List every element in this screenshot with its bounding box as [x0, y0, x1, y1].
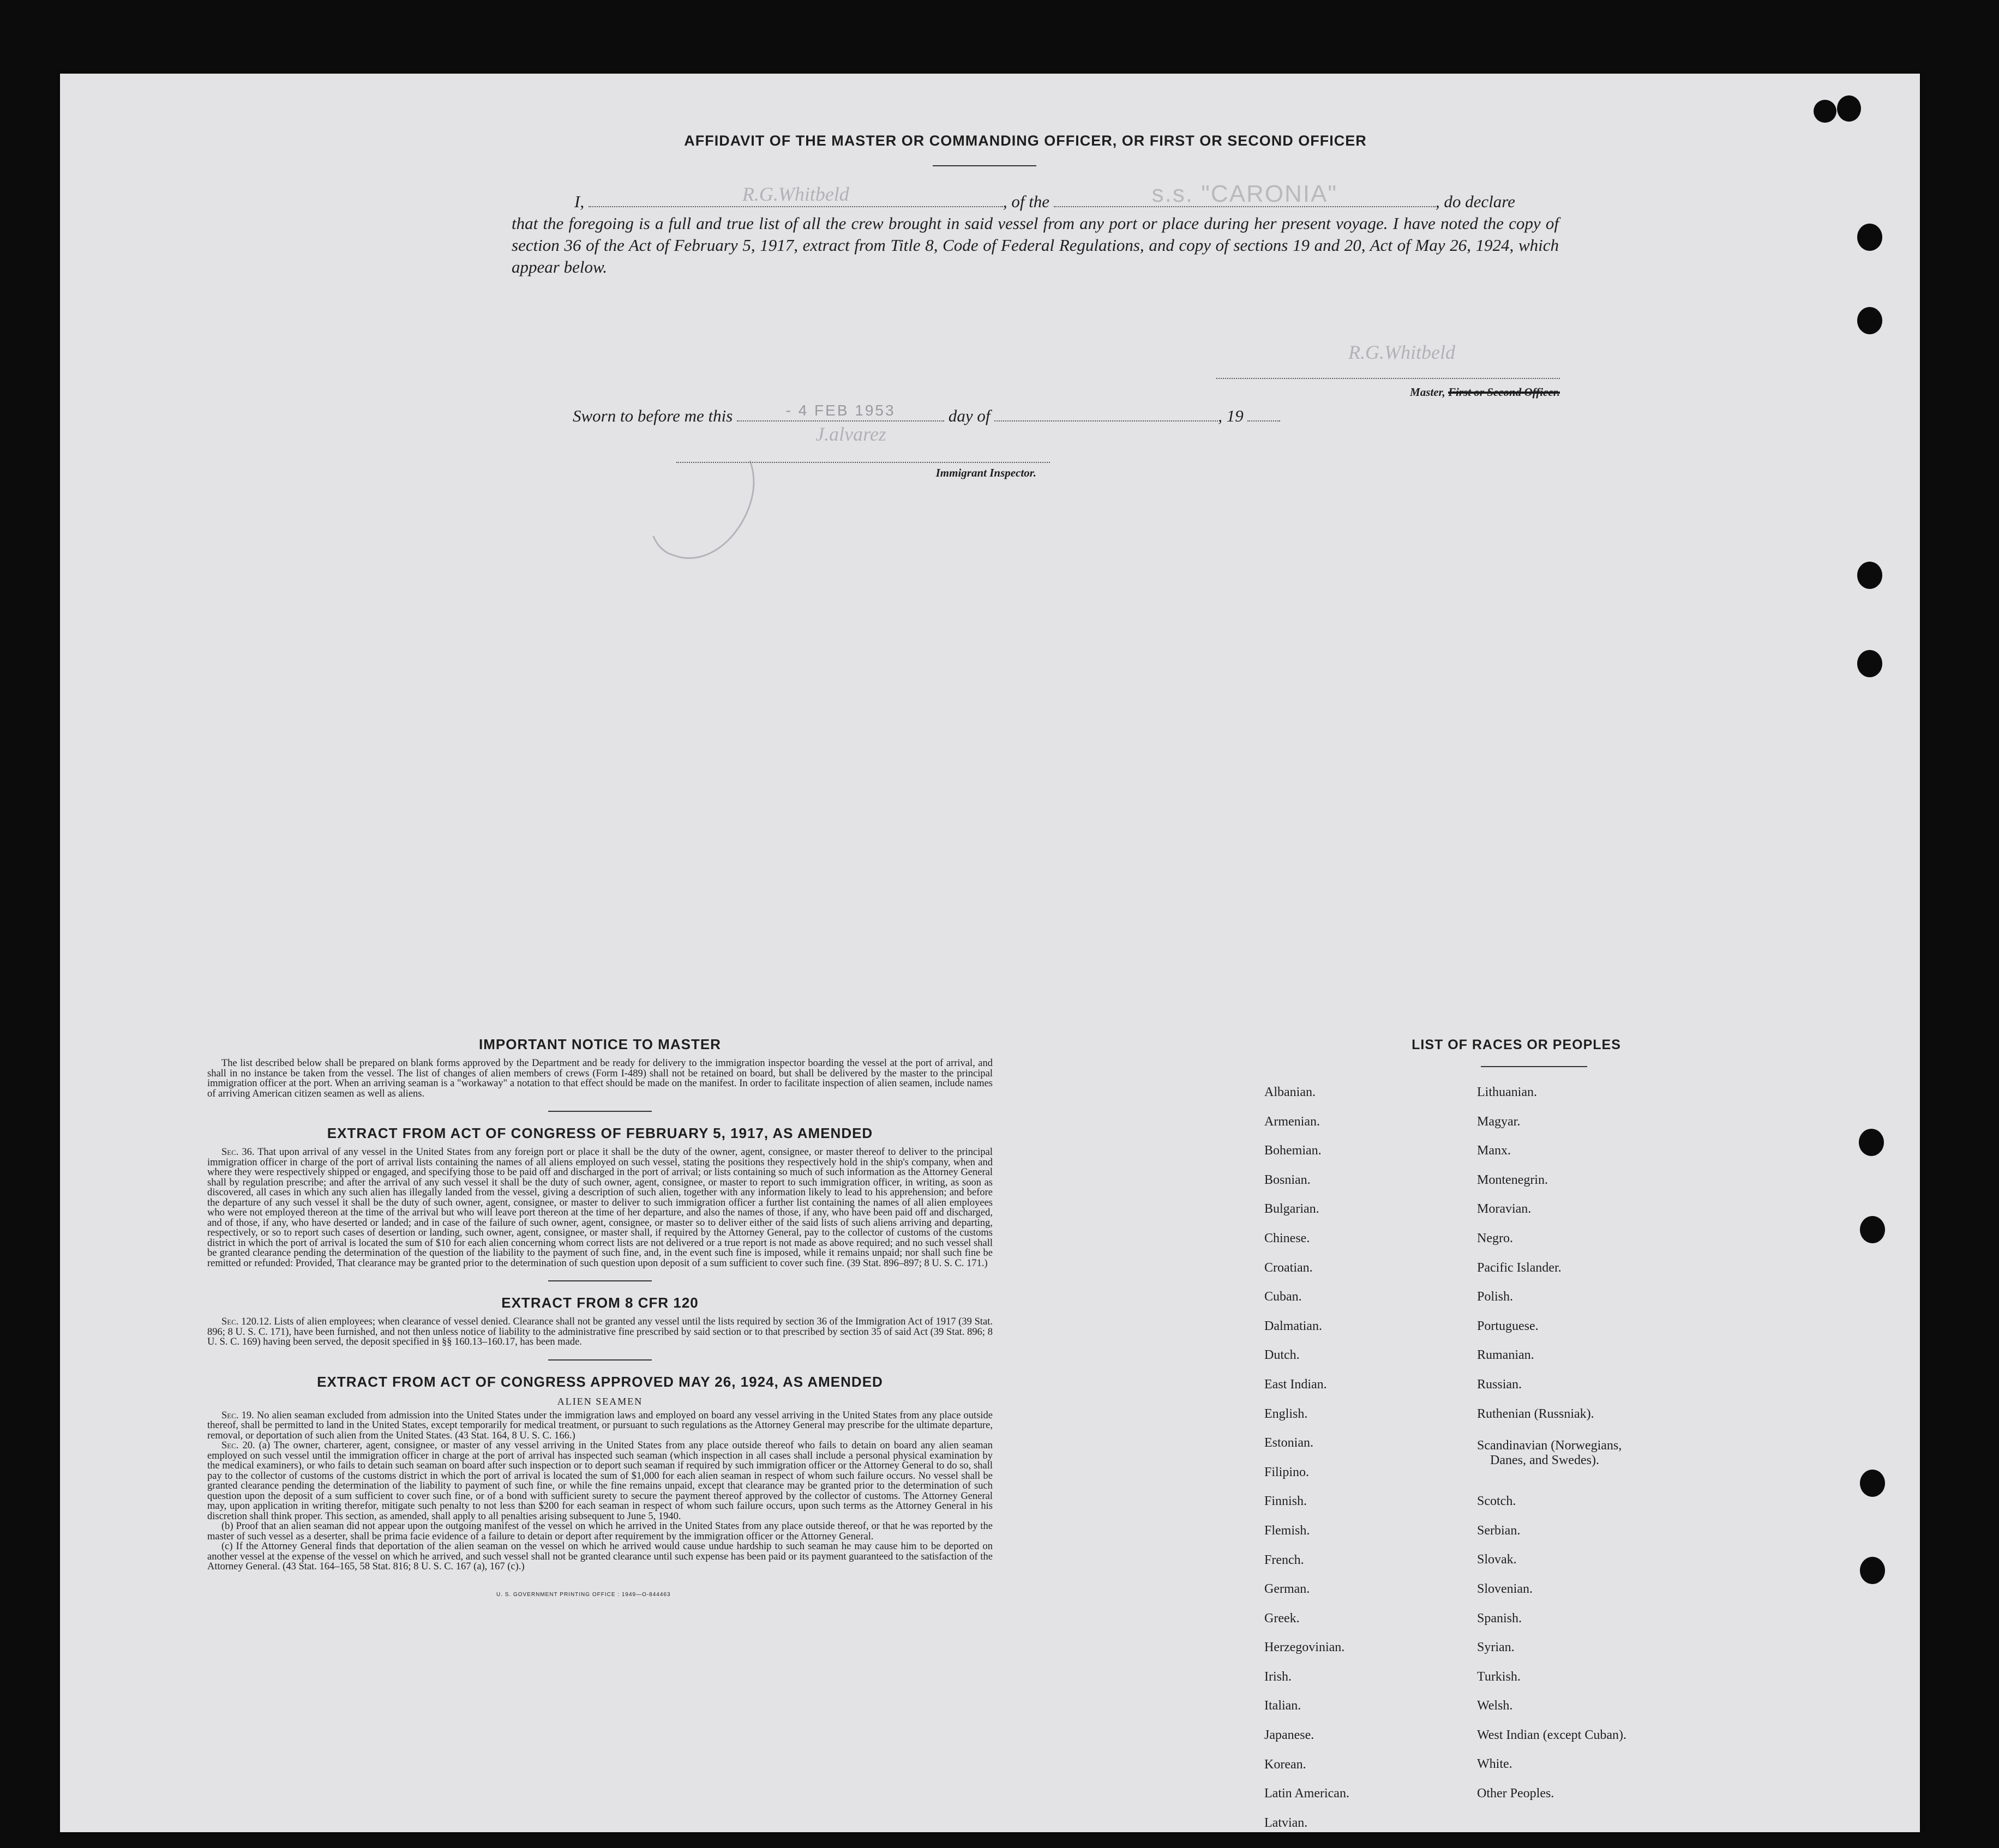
race-item: Negro.	[1477, 1231, 1513, 1245]
race-item: Danes, and Swedes).	[1490, 1453, 1599, 1468]
race-item: Other Peoples.	[1477, 1786, 1554, 1801]
sec-36-text: That upon arrival of any vessel in the United States from any foreign port or place it shall be the duty of the owner, agent, consignee, or master thereof to deliver to the principal immigration officer in charge of the port of arrival lists containing the names of all aliens employed on such vessel, stating the positions they respectively hold in the ship's company, when and where they were respectively shipped or engaged, and specifying those to be paid off and discharged in the port of arrival; or lists containing so much of such information as the Attorney General shall by regulation prescribe; and after the arrival of any such vessel it shall be the duty of such owner, agent, consignee, or master to report to such immigration officer, in writing, as soon as discovered, all cases in which any such alien has illegally landed from the vessel, giving a description of such alien, together with any information likely to lead to his apprehension; and before the departure of any such vessel it shall be the duty of such owner, agent, consignee, or master to deliver to such immigration officer a further list containing the names of all alien employees who were not employed thereon at the time of the arrival but who will leave port thereon at the time of her departure, and also the names of those, if any, who have been paid off and discharged, and of those, if any, who have deserted or landed; and in case of the failure of such owner, agent, consignee, or master so to deliver either of the said lists of such aliens arriving and departing, respectively, or so to report such cases of desertion or landing, such owner, agent, consignee, or master shall, if required by the Attorney General, pay to the collector of customs of the customs district in which the port of arrival is located the sum of $10 for each alien concerning whom correct lists are not delivered or a true report is not made as above required; and no such vessel shall be granted clearance pending the determination of the question of the liability to the payment of such fine, and, in the event such fine is imposed, while it remains unpaid; nor shall such fine be remitted or refunded: Provided, That clearance may be granted prior to the determination of such question upon deposit of a sum sufficient to cover such fine. (39 Stat. 896–897; 8 U. S. C. 171.)	[207, 1147, 993, 1269]
race-item: Japanese.	[1264, 1728, 1314, 1743]
race-item: Moravian.	[1477, 1202, 1532, 1217]
affidavit-body	[512, 180, 1559, 278]
sec-19-text: No alien seaman excluded from admission into the United States under the immigration laws and employed on board any vessel arriving in the United States from any place outside thereof, shall be permitted to land in the United States, except temporarily for medical treatment, or pursuant to such regulations as the Attorney General may prescribe for the ultimate departure, removal, or deportation of such alien from the United States. (43 Stat. 164, 8 U. S. C. 166.)	[207, 1410, 993, 1441]
sec-120-label: Sec. 120.12.	[221, 1316, 272, 1327]
divider	[548, 1359, 652, 1361]
printer-imprint: U. S. GOVERNMENT PRINTING OFFICE : 1949—O-844463	[496, 1591, 671, 1598]
notice-title: IMPORTANT NOTICE TO MASTER	[479, 1036, 721, 1052]
race-item: Montenegrin.	[1477, 1172, 1548, 1187]
punch-hole	[1860, 1470, 1885, 1497]
race-item: Irish.	[1264, 1669, 1292, 1684]
race-item: Welsh.	[1477, 1699, 1513, 1713]
race-item: Slovenian.	[1477, 1581, 1533, 1596]
sec-20c-text: (c) If the Attorney General finds that deportation of the alien seaman on the vessel on which he arrived would cause undue hardship to such seaman he may cause him to be deported on another vessel at the expense of the vessel on which he arrived, and such vessel shall not be granted clearance until such expense has been paid or its payment guaranteed to the satisfaction of the Attorney General. (43 Stat. 164–165, 58 Stat. 816; 8 U. S. C. 167 (a), 167 (c).)	[207, 1541, 993, 1572]
vessel-name-field	[1054, 180, 1436, 207]
race-item: Italian.	[1264, 1699, 1301, 1713]
race-item: Filipino.	[1264, 1465, 1310, 1479]
punch-hole	[1859, 1129, 1884, 1156]
race-item: Lithuanian.	[1477, 1085, 1537, 1099]
race-item: Flemish.	[1264, 1523, 1310, 1538]
extract-cfr-section	[207, 1317, 993, 1347]
race-item: Finnish.	[1264, 1494, 1307, 1509]
race-item: Armenian.	[1264, 1114, 1320, 1129]
affidavit-title: AFFIDAVIT OF THE MASTER OR COMMANDING OFFICER, OR FIRST OR SECOND OFFICER	[684, 133, 1367, 149]
vessel-name: s.s. "CARONIA"	[1151, 180, 1338, 207]
punch-hole	[1860, 1216, 1885, 1243]
race-item: Dalmatian.	[1264, 1319, 1322, 1333]
master-signature-line	[1216, 378, 1560, 379]
race-item: Magyar.	[1477, 1114, 1521, 1129]
sworn-year-field	[1247, 405, 1280, 422]
master-name-field	[589, 183, 1003, 207]
affidavit-declaration-text: that the foregoing is a full and true list of all the crew brought in said vessel from any port or place during her present voyage. I have noted the copy of section 36 of the Act of February 5, 1917, extract from Title 8, Code of Federal Regulations, and copy of sections 19 and 20, Act of May 26, 1924, which appear below.	[512, 214, 1559, 276]
sec-120-text: Lists of alien employees; when clearance of vessel denied. Clearance shall not be granted any vessel until the lists required by section 36 of the Immigration Act of 1917 (39 Stat. 896; 8 U. S. C. 171), have been furnished, and not then unless notice of liability to the administrative fine prescribed by said section or to that prescribed by section 35 of said Act (39 Stat. 896; 8 U. S. C. 169) having been served, the deposit specified in §§ 160.13–160.17, has been made.	[207, 1316, 993, 1347]
punch-hole	[1860, 1557, 1885, 1584]
race-item: Manx.	[1477, 1143, 1511, 1158]
sec-20a-text: (a) The owner, charterer, agent, consignee, or master of any vessel arriving in the United States from any place outside thereof who fails to detain on board any alien seaman employed on such vessel until the immigration officer in charge at the port of arrival has inspected such seaman (which inspection in all cases shall include a personal physical examination by the medical examiners), or who fails to detain such seaman on board after such inspection or to deport such seaman if required by such immigration officer or the Attorney General to do so, shall pay to the collector of customs of the customs district in which the port of arrival is located the sum of $1,000 for each alien seaman in respect of whom such failure occurs. No vessel shall be granted clearance pending the determination of the liability to payment of such fine, or while the fine remains unpaid, except that clearance may be granted prior to the determination of such question upon the deposit of a sum sufficient to cover such fine, or of a bond with sufficient surety to secure the payment thereof approved by the collector of customs. The Attorney General may, upon application in writing therefor, mitigate such penalty to not less than $200 for each seaman in respect of whom such failure occurs, upon such terms as the Attorney General in his discretion shall think proper. This section, as amended, shall apply to all penalties arising subsequent to June 5, 1940.	[207, 1440, 993, 1522]
race-item-multiline	[1477, 1433, 1761, 1491]
race-item: Estonian.	[1264, 1436, 1313, 1450]
race-item: Turkish.	[1477, 1669, 1521, 1684]
inspector-signature-line	[676, 462, 1050, 463]
race-item: Latvian.	[1264, 1815, 1308, 1830]
affidavit-i: I,	[574, 192, 585, 211]
form-sheet	[60, 74, 1920, 1832]
sec-20a-paragraph	[207, 1441, 993, 1521]
race-item: Cuban.	[1264, 1290, 1302, 1304]
date-stamp: - 4 FEB 1953	[785, 402, 896, 419]
race-item: Serbian.	[1477, 1523, 1521, 1538]
races-right-column	[1477, 1082, 1761, 1813]
race-item: English.	[1264, 1406, 1308, 1421]
master-signature: R.G.Whitbeld	[1348, 341, 1455, 363]
of-the-label: , of the	[1002, 192, 1050, 211]
sec-19-label: Sec. 19.	[221, 1410, 254, 1421]
race-item: Albanian.	[1264, 1085, 1316, 1099]
punch-hole	[1857, 307, 1882, 334]
legal-notices	[207, 1036, 993, 1598]
races-title: LIST OF RACES OR PEOPLES	[1412, 1037, 1621, 1052]
race-item: White.	[1477, 1757, 1512, 1772]
punch-hole	[1857, 224, 1882, 251]
race-item: Scandinavian (Norwegians,	[1477, 1438, 1622, 1453]
race-item: French.	[1264, 1552, 1304, 1567]
extract-1924-title: EXTRACT FROM ACT OF CONGRESS APPROVED MAY 26, 1924, AS AMENDED	[317, 1373, 883, 1390]
race-item: Bohemian.	[1264, 1143, 1322, 1158]
race-item: Portuguese.	[1477, 1319, 1539, 1333]
extract-cfr-title: EXTRACT FROM 8 CFR 120	[501, 1295, 699, 1311]
alien-seamen-subtitle: ALIEN SEAMEN	[557, 1395, 643, 1407]
punch-hole	[1857, 562, 1882, 589]
race-item: Latin American.	[1264, 1786, 1349, 1801]
race-item: Ruthenian (Russniak).	[1477, 1406, 1594, 1421]
inspector-label: Immigrant Inspector.	[935, 466, 1036, 479]
notice-text: The list described below shall be prepared on blank forms approved by the Department and be ready for delivery to the immigration inspector boarding the vessel at the port of arrival, and shall in no instance be taken from the vessel. The list of changes of alien members of crews (Form I-489) shall not be retained on board, but shall be delivered by the master to the principal immigration officer at the port. When an arriving seaman is a "workaway" a notation to that effect should be made on the manifest. In order to facilitate inspection of alien seamen, include names of arriving American citizen seamen as well as aliens.	[207, 1058, 993, 1099]
race-item: West Indian (except Cuban).	[1477, 1727, 1626, 1742]
races-left-column	[1264, 1082, 1472, 1842]
race-item: Greek.	[1264, 1611, 1300, 1626]
sworn-day-field	[737, 402, 944, 422]
race-item: Bulgarian.	[1264, 1202, 1319, 1217]
sec-36-label: Sec. 36.	[221, 1147, 255, 1158]
race-item: Herzegovinian.	[1264, 1640, 1345, 1655]
master-label-text: Master,	[1410, 386, 1445, 399]
extract-1917-section	[207, 1147, 993, 1268]
race-item: Syrian.	[1477, 1640, 1515, 1655]
master-label	[1216, 386, 1560, 399]
race-item: East Indian.	[1264, 1377, 1327, 1392]
title-rule	[933, 165, 1036, 166]
inspector-signature: J.alvarez	[815, 423, 886, 445]
sworn-label: Sworn to before me this	[573, 406, 733, 425]
race-item: Korean.	[1264, 1757, 1306, 1772]
divider	[548, 1280, 652, 1281]
punch-hole	[1857, 650, 1882, 677]
race-item: Spanish.	[1477, 1611, 1522, 1626]
race-item: Polish.	[1477, 1290, 1514, 1304]
year-label: , 19	[1218, 406, 1244, 425]
master-name-handwritten: R.G.Whitbeld	[742, 183, 849, 205]
race-item: Scotch.	[1477, 1494, 1516, 1509]
do-declare-label: , do declare	[1435, 192, 1515, 211]
struck-officer-label: First or Second Officer.	[1448, 386, 1560, 399]
extract-1917-title: EXTRACT FROM ACT OF CONGRESS OF FEBRUARY 5, 1917, AS AMENDED	[327, 1125, 873, 1141]
race-item: Bosnian.	[1264, 1172, 1311, 1187]
sec-19-paragraph	[207, 1411, 993, 1441]
sec-20-label: Sec. 20.	[221, 1440, 255, 1451]
race-item: Pacific Islander.	[1477, 1260, 1562, 1275]
punch-hole	[1837, 95, 1861, 122]
races-rule	[1481, 1066, 1587, 1067]
race-item: Rumanian.	[1477, 1348, 1534, 1363]
punch-hole	[1814, 100, 1836, 123]
day-of-label: day of	[948, 406, 991, 425]
race-item: Croatian.	[1264, 1260, 1313, 1275]
divider	[548, 1111, 652, 1112]
race-item: Slovak.	[1477, 1552, 1517, 1567]
race-item: Dutch.	[1264, 1348, 1300, 1363]
race-item: Chinese.	[1264, 1231, 1310, 1245]
sworn-month-field	[994, 405, 1218, 422]
race-item: German.	[1264, 1582, 1310, 1597]
sec-20b-text: (b) Proof that an alien seaman did not appear upon the outgoing manifest of the vessel on which he arrived in the United States from any place outside thereof, or that he was reported by the master of such vessel as a deserter, shall be prima facie evidence of a failure to detain or deport after requirement by the immigration officer or the Attorney General.	[207, 1521, 993, 1542]
race-item: Russian.	[1477, 1377, 1522, 1392]
